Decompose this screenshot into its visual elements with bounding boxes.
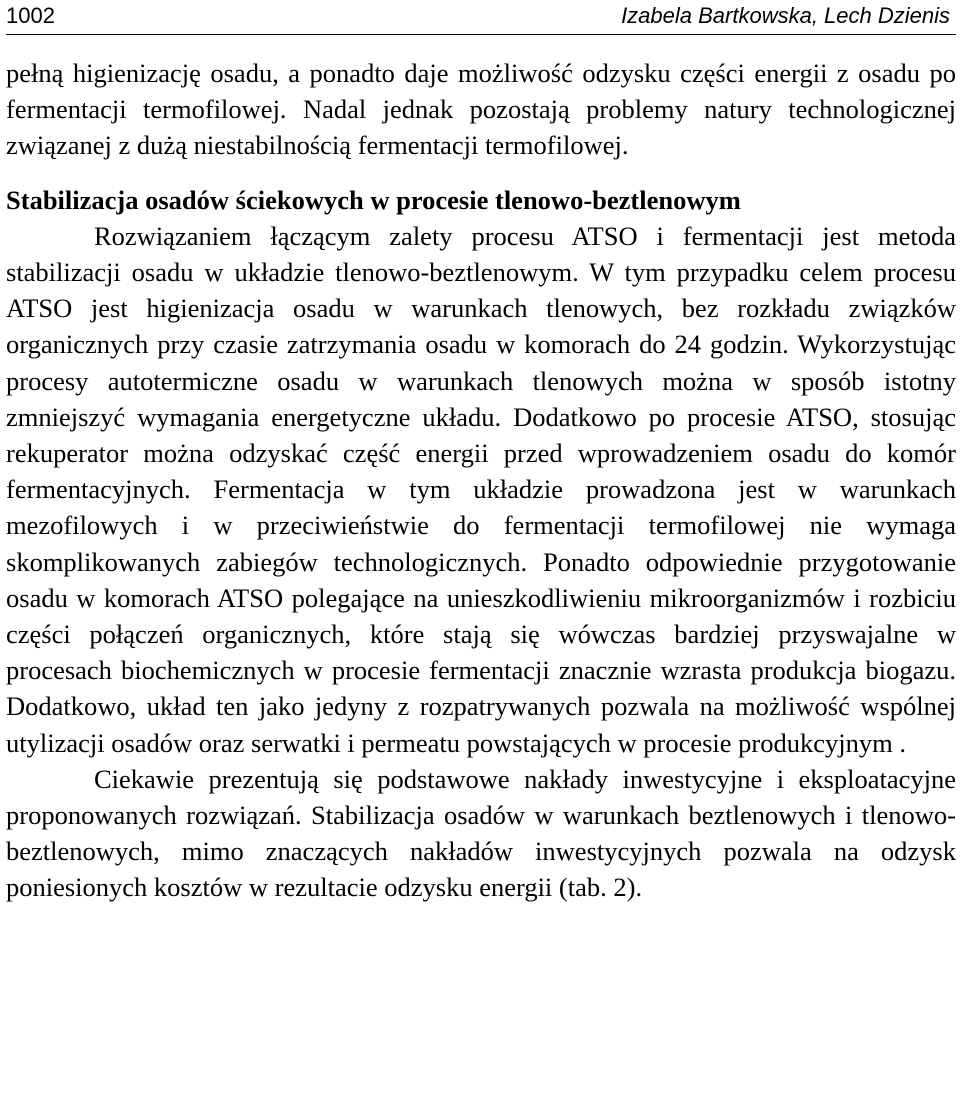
section-heading: Stabilizacja osadów ściekowych w procesie tlenowo-beztlenowym	[6, 184, 741, 215]
document-page	[6, 0, 956, 906]
paragraph-continuation: pełną higienizację osadu, a ponadto daje możliwość odzysku części energii z osadu po fermentacji termofilowej. Nadal jednak pozostają problemy natury technologicznej związanej z dużą niestabilnością fermentacji termofilowej.	[6, 58, 956, 161]
running-header	[6, 0, 956, 35]
paragraph-stabilization: Rozwiązaniem łączącym zalety procesu ATSO i fermentacji jest metoda stabilizacji osadu w układzie tlenowo-beztlenowym. W tym przypadku celem procesu ATSO jest higienizacja osadu w warunkach tlenowych, bez rozkładu związków organicznych przy czasie zatrzymania osadu w komorach do 24 godzin. Wykorzystując procesy autotermiczne osadu w warunkach tlenowych można w sposób istotny zmniejszyć wymagania energetyczne układu. Dodatkowo po procesie ATSO, stosując rekuperator można odzyskać część energii przed wprowadzeniem osadu do komór fermentacyjnych. Fermentacja w tym układzie prowadzona jest w warunkach mezofilowych i w przeciwieństwie do fermentacji termofilowej nie wymaga skomplikowanych zabiegów technologicznych. Ponadto odpowiednie przygotowanie osadu w komorach ATSO polegające na unieszkodliwieniu mikroorganizmów i rozbiciu części połączeń organicznych, które stają się wówczas bardziej przyswajalne w procesach biochemicznych w procesie fermentacji znacznie wzrasta produkcja biogazu. Dodatkowo, układ ten jako jedyny z rozpatrywanych pozwala na możliwość wspólnej utylizacji osadów oraz serwatki i permeatu powstających w procesie produkcyjnym .	[6, 220, 956, 758]
paragraph-costs: Ciekawie prezentują się podstawowe nakłady inwestycyjne i eksploatacyjne proponowanych rozwiązań. Stabilizacja osadów w warunkach beztlenowych i tlenowo-beztlenowych, mimo znaczących nakładów inwestycyjnych pozwala na odzysk poniesionych kosztów w rezultacie odzysku energii (tab. 2).	[6, 763, 956, 903]
header-authors: Izabela Bartkowska, Lech Dzienis	[621, 3, 950, 28]
page-number: 1002	[6, 3, 55, 28]
